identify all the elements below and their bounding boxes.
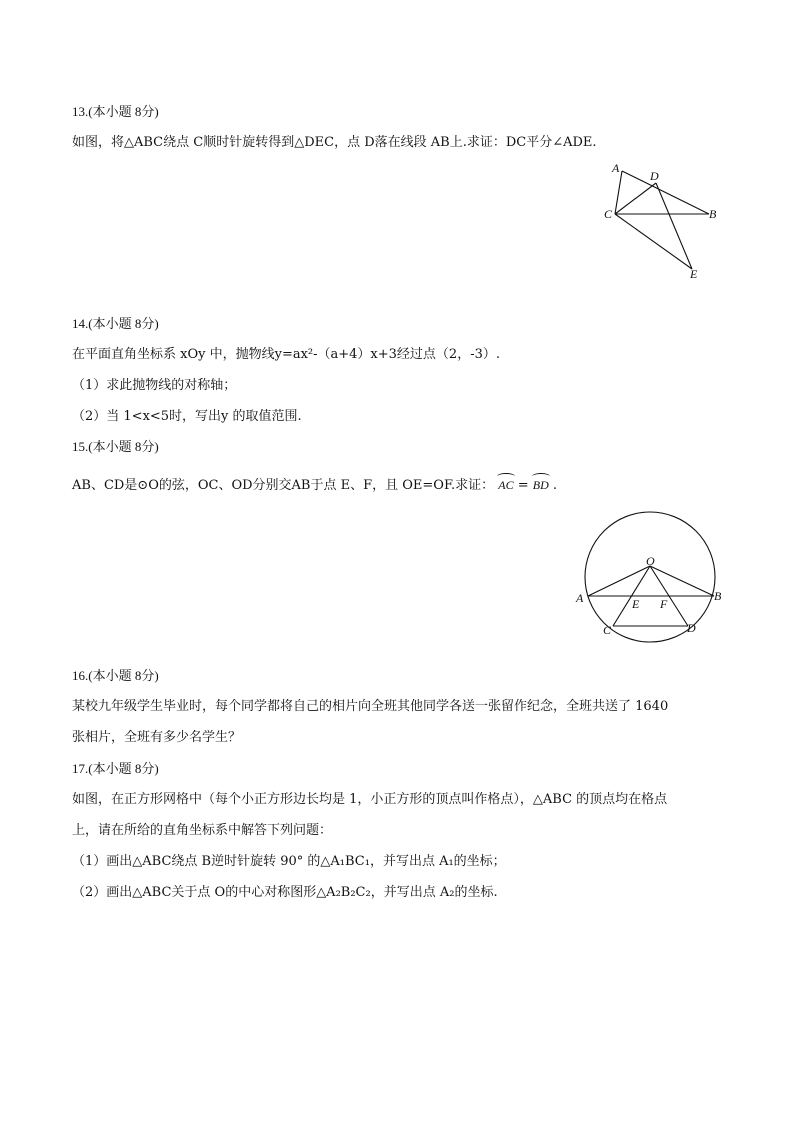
q16-header: 16.(本小题 8分) [72, 668, 159, 683]
label-F: F [660, 597, 668, 611]
label-E: E [632, 597, 640, 611]
q16-line2: 张相片，全班有多少名学生？ [72, 730, 242, 745]
period: . [552, 478, 558, 493]
label-C: C [604, 207, 613, 221]
label-O: O [646, 554, 655, 568]
q14-header: 14.(本小题 8分) [72, 316, 159, 331]
label-B: B [714, 589, 722, 603]
segment-CD [615, 183, 656, 214]
q16-line1: 某校九年级学生毕业时，每个同学都将自己的相片向全班其他同学各送一张留作纪念，全班共送了 1640 [72, 699, 669, 714]
q15-statement: AB、CD是⊙O的弦，OC、OD分别交AB于点 E、F，且 OE=OF.求证： [72, 478, 495, 493]
label-D: D [687, 621, 696, 635]
equals-sign: = [517, 478, 529, 493]
q15-figure [568, 500, 728, 650]
q14-part2: （2）当 1<x<5时，写出y 的取值范围. [72, 409, 302, 424]
segment-AC [615, 171, 622, 214]
arc-AC-label: AC [498, 478, 514, 492]
q14-text: 在平面直角坐标系 xOy 中，抛物线y=ax²-（a+4）x+3经过点（2，-3）. [72, 347, 500, 362]
q17-line1: 如图，在正方形网格中（每个小正方形边长均是 1，小正方形的顶点叫作格点），△ABC 的顶点均在格点 [72, 792, 668, 807]
label-C: C [603, 623, 612, 637]
q17-part2: （2）画出△ABC关于点 O的中心对称图形△A₂B₂C₂，并写出点 A₂的坐标. [72, 885, 498, 900]
q13-text: 如图，将△ABC绕点 C顺时针旋转得到△DEC，点 D落在线段 AB上.求证：DC平分∠ADE. [72, 135, 597, 150]
q14-part1: （1）求此抛物线的对称轴； [72, 378, 237, 393]
q13-header: 13.(本小题 8分) [72, 104, 159, 119]
label-D: D [650, 169, 659, 183]
label-B: B [709, 207, 717, 221]
q17-line2: 上，请在所给的直角坐标系中解答下列问题： [72, 823, 333, 838]
q17-header: 17.(本小题 8分) [72, 761, 159, 776]
q15-text [72, 476, 557, 495]
label-A: A [576, 591, 584, 605]
q15-header: 15.(本小题 8分) [72, 439, 159, 454]
label-E: E [690, 267, 698, 281]
arc-BD-label: BD [532, 478, 549, 492]
q17-part1: （1）画出△ABC绕点 B逆时针旋转 90° 的△A₁BC₁，并写出点 A₁的坐标； [72, 854, 506, 869]
label-A: A [612, 161, 620, 175]
segment-AB [622, 171, 709, 214]
q13-figure [596, 160, 726, 285]
